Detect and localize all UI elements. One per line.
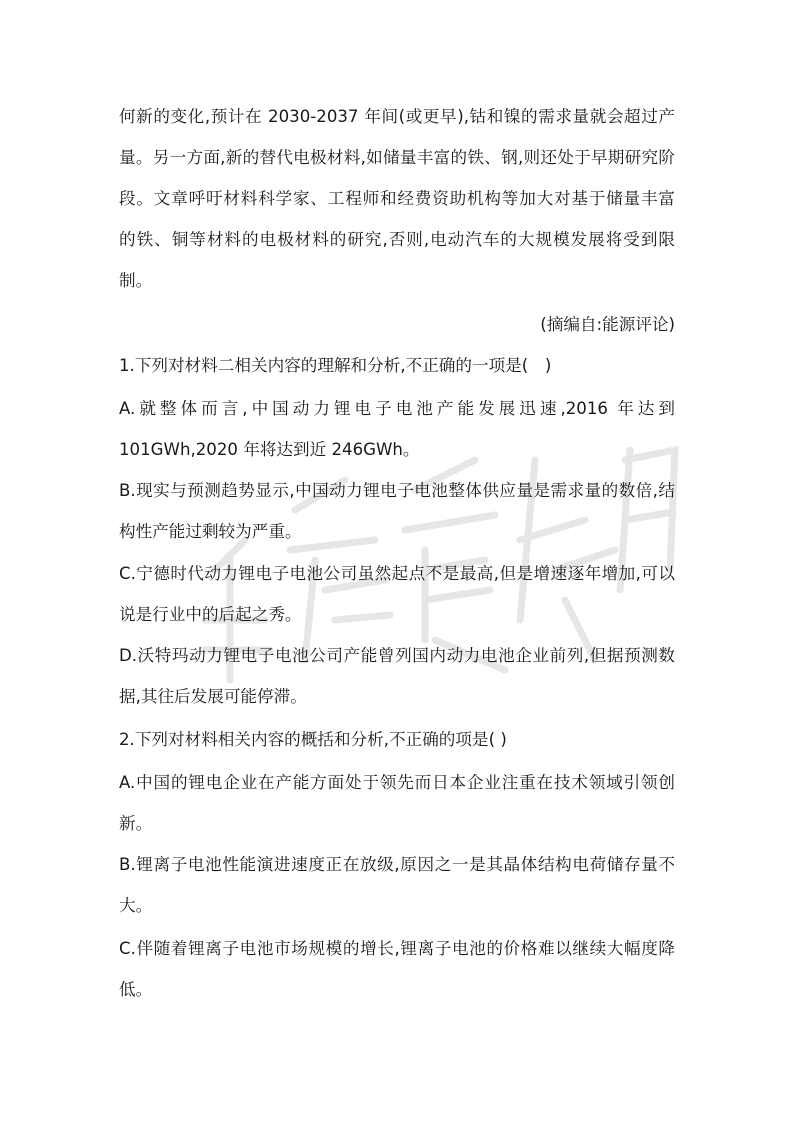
- paragraph-line: 的铁、铜等材料的电极材料的研究,否则,电动汽车的大规模发展将受到限: [119, 230, 675, 249]
- question-2-stem: 2.下列对材料相关内容的概括和分析,不正确的项是( ): [119, 730, 507, 749]
- paragraph-line: 何新的变化,预计在 2030-2037 年间(或更早),钴和镍的需求量就会超过产: [119, 107, 675, 126]
- paragraph-line: 量。另一方面,新的替代电极材料,如储量丰富的铁、钢,则还处于早期研究阶: [119, 148, 675, 167]
- source-citation: (摘编自:能源评论): [540, 315, 675, 334]
- question-1-stem: 1.下列对材料二相关内容的理解和分析,不正确的一项是( ): [119, 356, 552, 375]
- option-1a: A.就整体而言,中国动力锂电子电池产能发展迅速,2016 年达到: [119, 399, 675, 418]
- option-1c-cont: 说是行业中的后起之秀。: [119, 605, 302, 624]
- option-1b: B.现实与预测趋势显示,中国动力锂电子电池整体供应量是需求量的数倍,结: [119, 481, 675, 500]
- option-2c-cont: 低。: [119, 980, 153, 999]
- option-1d-cont: 据,其往后发展可能停滞。: [119, 687, 307, 706]
- option-2b-cont: 大。: [119, 896, 153, 915]
- option-2c: C.伴随着锂离子电池市场规模的增长,锂离子电池的价格难以继续大幅度降: [119, 939, 675, 958]
- paragraph-line: 段。文章呼吁材料科学家、工程师和经费资助机构等加大对基于储量丰富: [119, 189, 675, 208]
- option-2a-cont: 新。: [119, 814, 153, 833]
- option-1b-cont: 构性产能过剩较为严重。: [119, 522, 302, 541]
- option-2a: A.中国的锂电企业在产能方面处于领先而日本企业注重在技术领域引领创: [119, 773, 675, 792]
- option-1d: D.沃特玛动力锂电子电池公司产能曾列国内动力电池企业前列,但据预测数: [119, 646, 675, 665]
- option-1c: C.宁德时代动力锂电子电池公司虽然起点不是最高,但是增速逐年增加,可以: [119, 564, 675, 583]
- option-2b: B.锂离子电池性能演进速度正在放级,原因之一是其晶体结构电荷储存量不: [119, 855, 675, 874]
- paragraph-line: 制。: [119, 271, 153, 290]
- option-1a-cont: 101GWh,2020 年将达到近 246GWh。: [119, 440, 420, 459]
